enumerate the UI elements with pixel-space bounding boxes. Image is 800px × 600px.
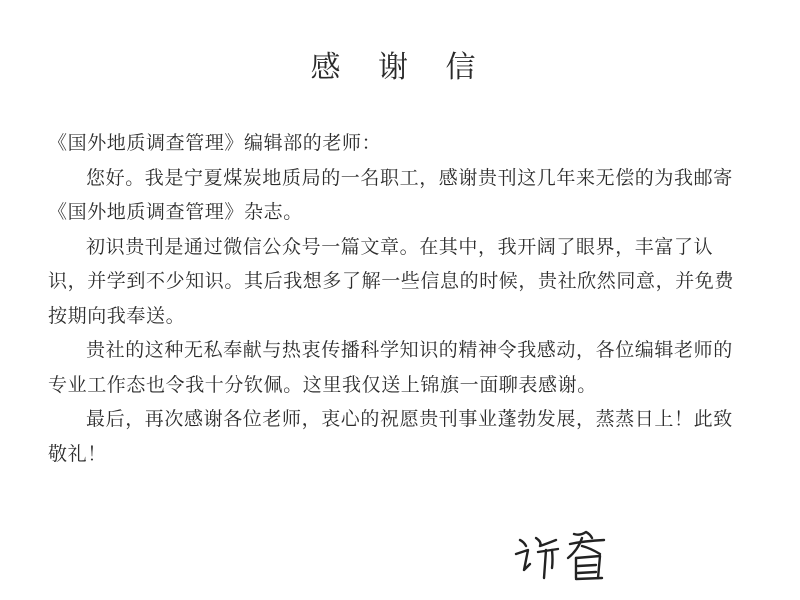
paragraph-wishes: 最后，再次感谢各位老师，衷心的祝愿贵刊事业蓬勃发展，蒸蒸日上！此致 bbox=[86, 408, 733, 430]
letter-body bbox=[48, 126, 748, 471]
paragraph-first-acquaintance: 初识贵刊是通过微信公众号一篇文章。在其中，我开阔了眼界，丰富了认识，并学到不少知识。其后我想多了解一些信息的时候，贵社欣然同意，并免费按期向我奉送。 bbox=[48, 235, 735, 327]
handwritten-signature bbox=[512, 524, 622, 586]
paragraph-appreciation: 贵社的这种无私奉献与热衷传播科学知识的精神令我感动，各位编辑老师的专业工作态也令我十分钦佩。这里我仅送上锦旗一面聊表感谢。 bbox=[48, 339, 733, 396]
closing-salute: 敬礼！ bbox=[48, 442, 107, 465]
letter-title: 感 谢 信 bbox=[310, 50, 490, 86]
salutation: 《国外地质调查管理》编辑部的老师： bbox=[48, 132, 382, 154]
paragraph-greeting: 您好。我是宁夏煤炭地质局的一名职工，感谢贵刊这几年来无偿的为我邮寄《国外地质调查管理》杂志。 bbox=[48, 166, 733, 223]
signature-drawing bbox=[512, 524, 622, 586]
